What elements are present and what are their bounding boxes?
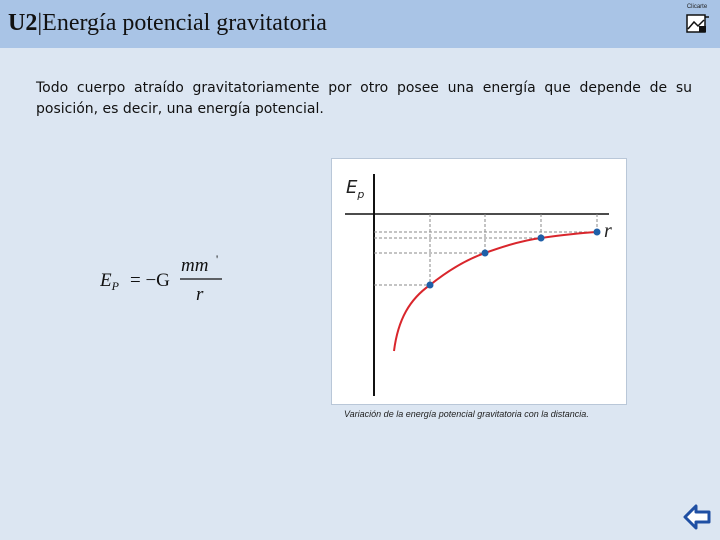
unit-label: U2 <box>8 10 38 36</box>
formula-numerator: mm <box>181 255 209 276</box>
potential-energy-formula <box>100 252 230 308</box>
y-axis-subscript: p <box>357 188 365 201</box>
formula-lhs: E <box>100 270 112 291</box>
formula-denominator: r <box>196 284 204 305</box>
title-separator: | <box>37 10 43 36</box>
formula-equals: = −G <box>130 270 170 291</box>
title-text: Energía potencial gravitatoria <box>42 10 327 36</box>
curve-point-3 <box>538 235 545 242</box>
formula-lhs-subscript: P <box>111 279 119 293</box>
header-bar <box>0 0 720 48</box>
back-arrow-icon[interactable] <box>682 502 712 532</box>
logo-label: Clicarte <box>686 4 708 10</box>
guide-lines <box>374 214 597 285</box>
figure-caption: Variación de la energía potencial gravitatoria con la distancia. <box>344 409 589 419</box>
page-title <box>8 10 327 37</box>
curve-point-4 <box>594 229 601 236</box>
curve-point-1 <box>427 282 434 289</box>
y-axis-label: E <box>346 177 358 198</box>
formula-prime: ' <box>216 252 219 266</box>
logo <box>684 4 710 38</box>
back-button[interactable] <box>682 502 712 532</box>
curve-point-2 <box>482 250 489 257</box>
x-axis-label: r <box>604 220 612 242</box>
energy-graph-svg <box>332 159 626 404</box>
svg-text:EP <box>100 270 120 293</box>
svg-text:Ep <box>346 177 364 201</box>
energy-graph <box>331 158 627 405</box>
intro-paragraph: Todo cuerpo atraído gravitatoriamente por otro posee una energía que depende de su posición, es decir, una energía potencial. <box>36 80 692 117</box>
energy-curve <box>394 232 597 351</box>
